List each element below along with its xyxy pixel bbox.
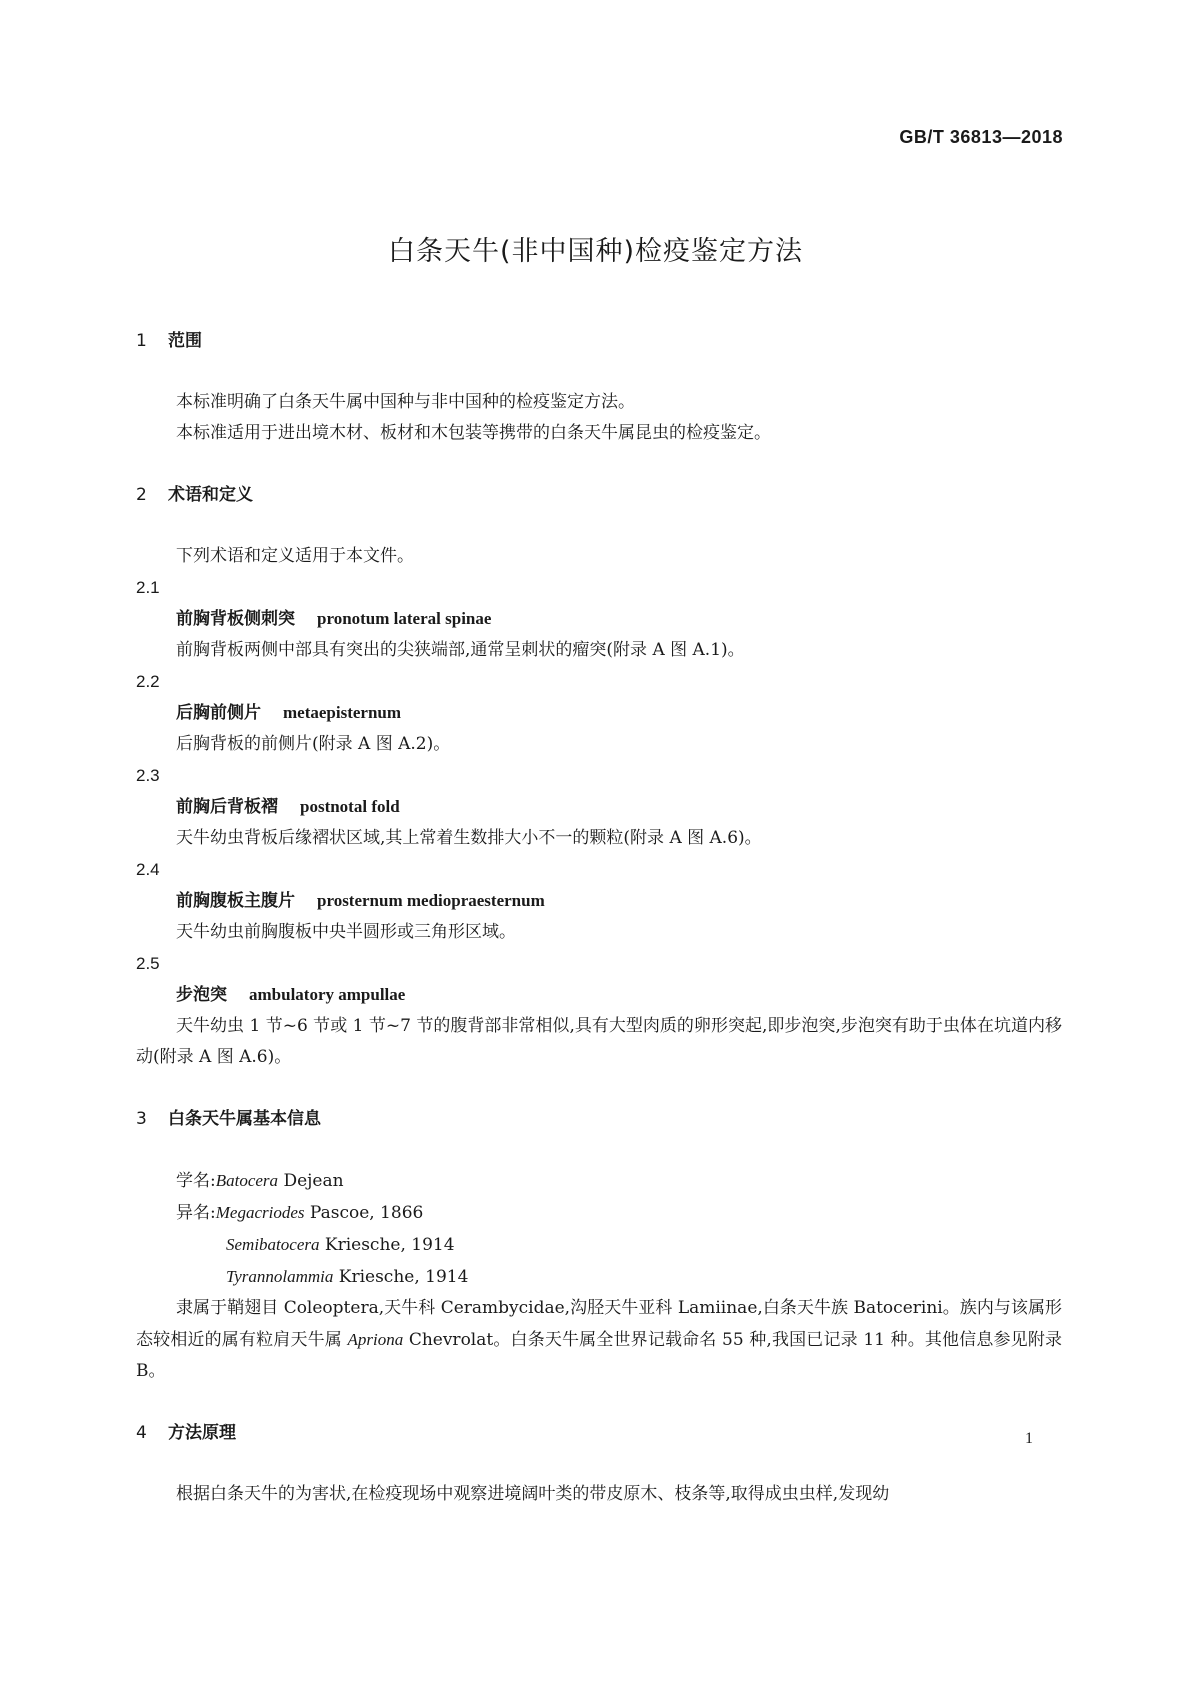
paragraph: 下列术语和定义适用于本文件。: [176, 546, 414, 566]
term-entry: [136, 979, 1062, 1011]
synonym-genus: Semibatocera: [226, 1235, 320, 1254]
term-en: metaepisternum: [283, 703, 402, 722]
term-definition: 前胸背板两侧中部具有突出的尖狭端部,通常呈刺状的瘤突(附录 A 图 A.1)。: [176, 640, 745, 660]
synonym-genus: Megacriodes: [215, 1203, 305, 1222]
document-title: 白条天牛(非中国种)检疫鉴定方法: [387, 236, 804, 267]
synonym-line: 异名:Megacriodes Pascoe, 1866: [176, 1203, 424, 1223]
term-en: ambulatory ampullae: [249, 985, 406, 1004]
term-number: 2.3: [136, 766, 160, 785]
section-title: 术语和定义: [168, 485, 253, 505]
term-number: 2.5: [136, 954, 160, 973]
term-entry: [136, 697, 1062, 729]
term-definition: 天牛幼虫前胸腹板中央半圆形或三角形区域。: [176, 922, 516, 942]
term-en: prosternum mediopraesternum: [317, 891, 545, 910]
synonym-genus: Tyrannolammia: [226, 1267, 334, 1286]
section-title: 方法原理: [168, 1423, 236, 1443]
term-entry: [136, 603, 1062, 635]
section-number: 3: [136, 1109, 147, 1129]
paragraph: 隶属于鞘翅目 Coleoptera,天牛科 Cerambycidae,沟胫天牛亚科 Lamiinae,白条天牛族 Batocerini。族内与该属形态较相近的属有粒肩天牛属 Apriona Chevrolat。白条天牛属全世界记载命名 55 种,我国已记录 11 种。其他信息参见附录 B。: [136, 1298, 1062, 1381]
term-zh: 步泡突: [176, 985, 227, 1005]
section-title: 白条天牛属基本信息: [168, 1109, 321, 1129]
term-definition: 后胸背板的前侧片(附录 A 图 A.2)。: [176, 734, 451, 754]
synonym-line: Tyrannolammia Kriesche, 1914: [226, 1267, 469, 1287]
document-body: [136, 330, 1062, 1510]
section-3-heading: [136, 1108, 1062, 1130]
term-number: 2.1: [136, 578, 160, 597]
section-number: 1: [136, 331, 147, 351]
term-zh: 前胸后背板褶: [176, 797, 278, 817]
section-number: 4: [136, 1423, 147, 1443]
term-en: pronotum lateral spinae: [317, 609, 492, 628]
paragraph: 根据白条天牛的为害状,在检疫现场中观察进境阔叶类的带皮原木、枝条等,取得成虫虫样,发现幼: [176, 1484, 890, 1504]
paragraph: 本标准适用于进出境木材、板材和木包装等携带的白条天牛属昆虫的检疫鉴定。: [176, 423, 771, 443]
page-number: 1: [1025, 1430, 1033, 1447]
paragraph: 本标准明确了白条天牛属中国种与非中国种的检疫鉴定方法。: [176, 392, 635, 412]
section-4-heading: [136, 1422, 1062, 1444]
genus-name: Batocera: [215, 1171, 279, 1190]
term-en: postnotal fold: [300, 797, 400, 816]
section-number: 2: [136, 485, 147, 505]
section-title: 范围: [168, 331, 202, 351]
term-zh: 后胸前侧片: [176, 703, 261, 723]
standard-code: GB/T 36813—2018: [899, 127, 1063, 147]
term-definition: 天牛幼虫背板后缘褶状区域,其上常着生数排大小不一的颗粒(附录 A 图 A.6)。: [176, 828, 762, 848]
term-entry: [136, 791, 1062, 823]
term-definition: 天牛幼虫 1 节~6 节或 1 节~7 节的腹背部非常相似,具有大型肉质的卵形突起,即步泡突,步泡突有助于虫体在坑道内移动(附录 A 图 A.6)。: [136, 1016, 1062, 1067]
term-number: 2.4: [136, 860, 160, 879]
synonym-line: Semibatocera Kriesche, 1914: [226, 1235, 455, 1255]
section-2-heading: [136, 484, 1062, 506]
term-entry: [136, 885, 1062, 917]
term-zh: 前胸腹板主腹片: [176, 891, 295, 911]
term-number: 2.2: [136, 672, 160, 691]
term-zh: 前胸背板侧刺突: [176, 609, 295, 629]
scientific-name: 学名:Batocera Dejean: [176, 1171, 344, 1191]
section-1-heading: [136, 330, 1062, 352]
